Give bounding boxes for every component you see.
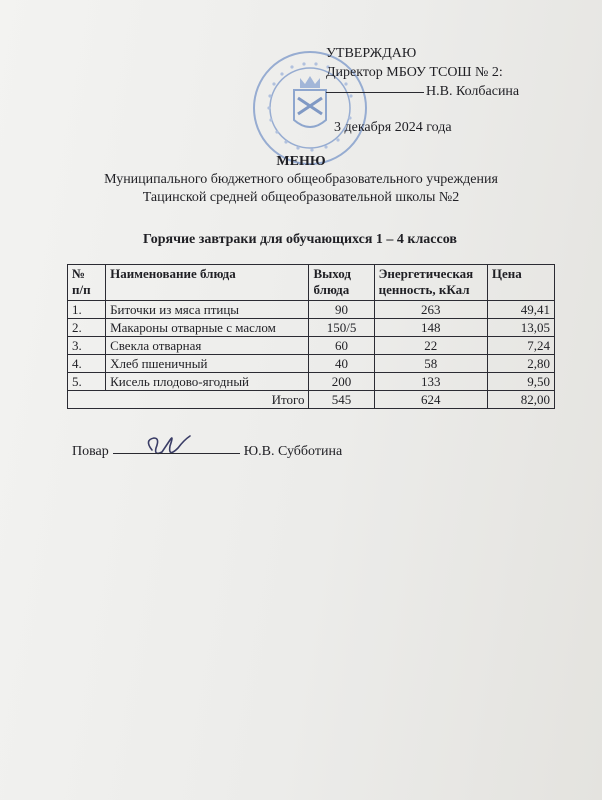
cell-num: 4. [68,355,106,373]
cell-output: 60 [309,337,374,355]
cell-price: 2,80 [487,355,554,373]
signature-line [113,452,240,454]
cell-name: Свекла отварная [106,337,309,355]
cell-name: Биточки из мяса птицы [106,301,309,319]
cell-output: 200 [309,373,374,391]
cook-name: Ю.В. Субботина [243,444,343,459]
total-price: 82,00 [487,391,554,409]
cell-price: 49,41 [487,301,554,319]
menu-table [67,264,555,409]
cell-energy: 58 [374,355,487,373]
header-num: № п/п [68,265,106,301]
cell-output: 150/5 [309,319,374,337]
header-price: Цена [487,265,554,301]
organization-line-2: Тацинской средней общеобразовательной школы №2 [142,190,460,205]
signature-line [326,91,424,93]
cell-energy: 148 [374,319,487,337]
header-output: Выход блюда [309,265,374,301]
header-energy: Энергетическая ценность, кКал [374,265,487,301]
table-row [68,355,555,373]
director-name: Н.В. Колбасина [426,84,520,99]
cell-energy: 133 [374,373,487,391]
approval-block [326,44,519,137]
table-row [68,301,555,319]
cell-num: 2. [68,319,106,337]
cell-num: 5. [68,373,106,391]
cell-energy: 263 [374,301,487,319]
cell-num: 1. [68,301,106,319]
cell-output: 40 [309,355,374,373]
cell-energy: 22 [374,337,487,355]
approval-heading: УТВЕРЖДАЮ [326,46,417,61]
table-row [68,319,555,337]
menu-subtitle: Горячие завтраки для обучающихся 1 – 4 классов [143,232,457,247]
organization-line-1: Муниципального бюджетного общеобразовательного учреждения [104,172,498,187]
approval-position: Директор МБОУ ТСОШ № 2: [326,65,503,80]
table-total-row [68,391,555,409]
total-output: 545 [309,391,374,409]
cook-signature-row [72,444,342,460]
cell-price: 7,24 [487,337,554,355]
cell-name: Хлеб пшеничный [106,355,309,373]
cell-num: 3. [68,337,106,355]
cell-name: Макароны отварные с маслом [106,319,309,337]
cell-output: 90 [309,301,374,319]
cook-role: Повар [72,444,109,459]
cell-name: Кисель плодово-ягодный [106,373,309,391]
total-label: Итого [68,391,309,409]
table-header-row [68,265,555,301]
table-row [68,373,555,391]
cell-price: 13,05 [487,319,554,337]
header-name: Наименование блюда [106,265,309,301]
table-row [68,337,555,355]
cell-price: 9,50 [487,373,554,391]
page-title: МЕНЮ [276,154,326,169]
total-energy: 624 [374,391,487,409]
approval-date: 3 декабря 2024 года [334,120,452,135]
